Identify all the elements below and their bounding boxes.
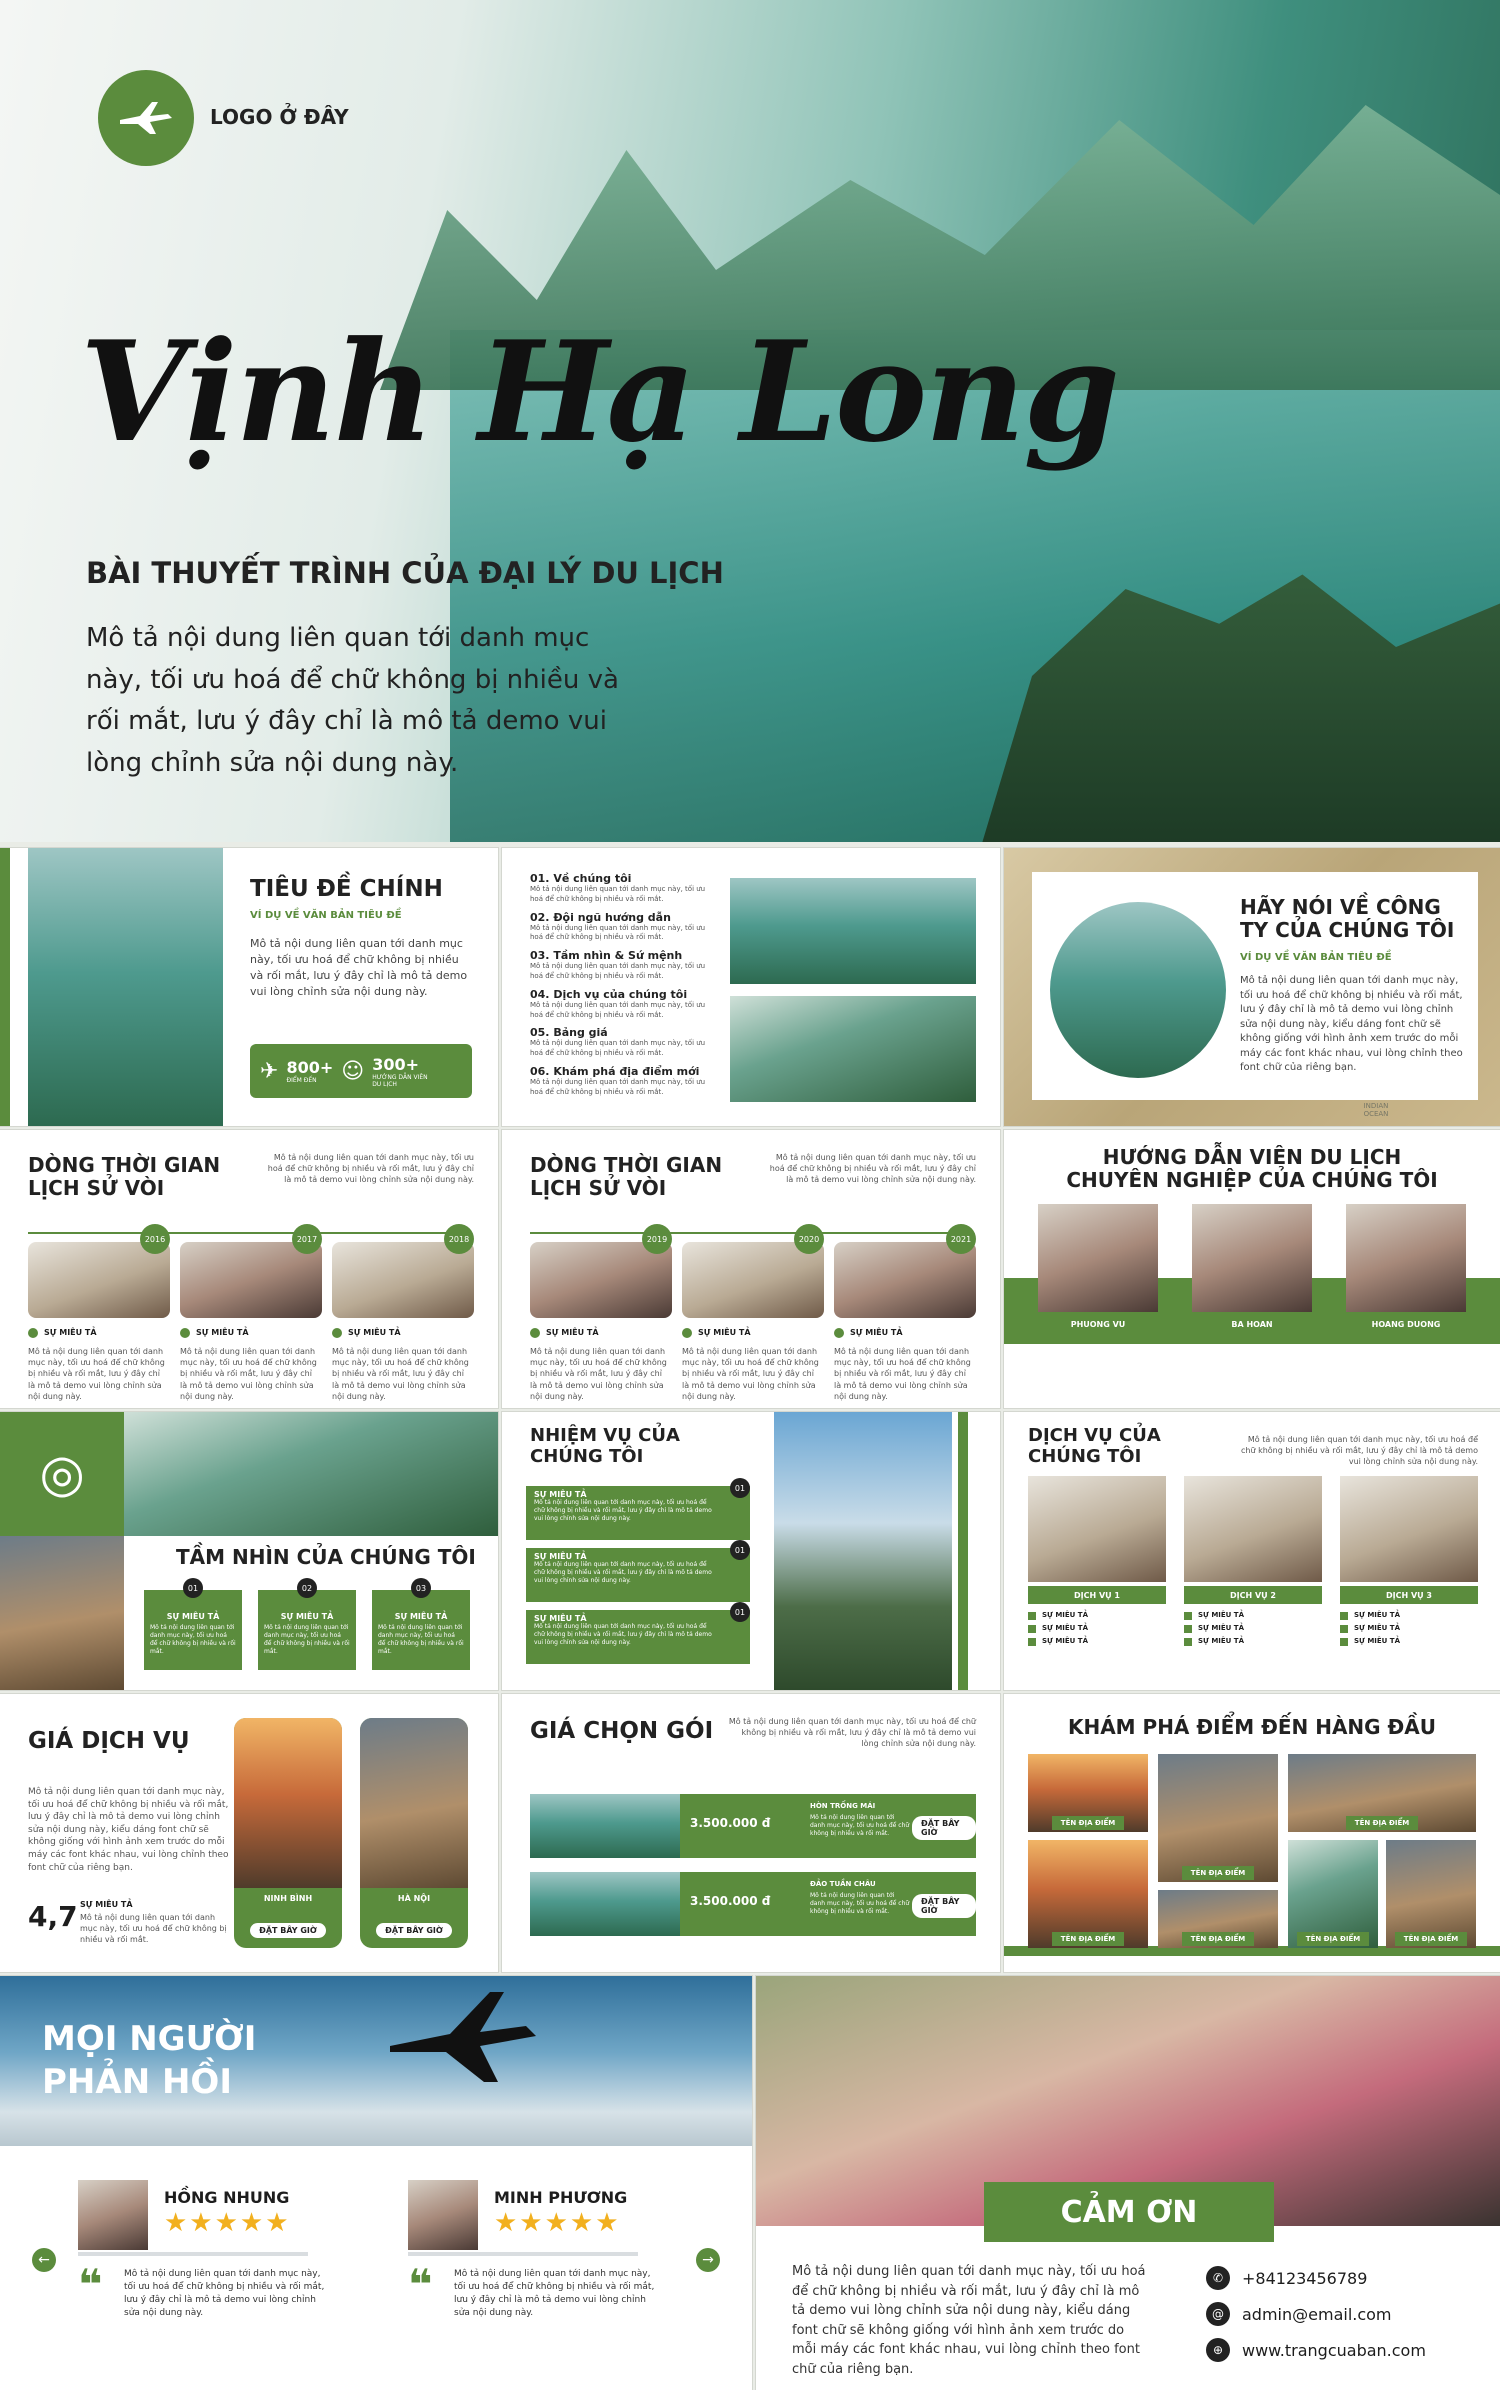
timeline-year: 2021 [946, 1224, 976, 1254]
mission-cards [526, 1478, 756, 1684]
guide-name: HOANG DUONG [1371, 1320, 1441, 1329]
stat-guides-label: HƯỚNG DẪN VIÊN DU LỊCH [372, 1073, 428, 1088]
mission-card [526, 1486, 750, 1540]
globe-icon: ✈ [260, 1058, 279, 1084]
vision-number: 03 [411, 1578, 431, 1598]
book-now-button[interactable]: ĐẶT BÂY GIỜ [250, 1923, 326, 1938]
timeline-body: Mô tả nội dung liên quan tới danh mục này, tối ưu hoá để chữ không bị nhiều và rối mắt, lưu ý đây chỉ là mô tả demo vui lòng chỉnh sửa nội dung này. [530, 1347, 667, 1401]
destination-label: TÊN ĐỊA ĐIỂM [1182, 1932, 1254, 1946]
agenda-item-desc: Mô tả nội dung liên quan tới danh mục này, tối ưu hoá để chữ không bị nhiều và rối mắt. [530, 1039, 706, 1058]
service-bullet [1340, 1612, 1348, 1620]
timeline-label: SỰ MIÊU TẢ [850, 1328, 903, 1337]
feedback-title: MỌI NGƯỜI PHẢN HỒI [42, 2019, 257, 2102]
mission-label: SỰ MIÊU TẢ [534, 1552, 587, 1561]
vision-card [372, 1590, 470, 1670]
service-bullet [1028, 1625, 1036, 1633]
guide-name: BA HOAN [1231, 1320, 1273, 1329]
intro-photo [28, 848, 223, 1126]
review-text: Mô tả nội dung liên quan tới danh mục này, tối ưu hoá để chữ không bị nhiều và rối mắt, lưu ý đây chỉ là mô tả demo vui lòng chỉnh sửa nội dung này. [124, 2269, 325, 2319]
timeline-label: SỰ MIÊU TẢ [348, 1328, 401, 1337]
destinations-grid [1028, 1754, 1478, 1956]
package-button-wrap [912, 1816, 976, 1840]
reviews-list [78, 2180, 678, 2380]
agenda-item-desc: Mô tả nội dung liên quan tới danh mục này, tối ưu hoá để chữ không bị nhiều và rối mắt. [530, 1077, 706, 1096]
vision-title: TẦM NHÌN CỦA CHÚNG TÔI [176, 1545, 476, 1569]
agenda-item-desc: Mô tả nội dung liên quan tới danh mục này, tối ưu hoá để chữ không bị nhiều và rối mắt. [530, 885, 706, 903]
timeline-body: Mô tả nội dung liên quan tới danh mục này, tối ưu hoá để chữ không bị nhiều và rối mắt, lưu ý đây chỉ là mô tả demo vui lòng chỉnh sửa nội dung này. [682, 1347, 819, 1401]
reviewer-photo [408, 2180, 478, 2250]
intro-body: Mô tả nội dung liên quan tới danh mục này, tối ưu hoá để chữ không bị nhiều và rối mắt, lưu ý đây chỉ là mô tả demo vui lòng chỉnh sửa nội dung này. [250, 937, 468, 998]
destination-label: TÊN ĐỊA ĐIỂM [1182, 1866, 1254, 1880]
agenda-item[interactable] [530, 911, 720, 944]
service-item: SỰ MIÊU TẢ [1198, 1611, 1244, 1619]
mission-body: Mô tả nội dung liên quan tới danh mục này, tối ưu hoá để chữ không bị nhiều và rối mắt, lưu ý đây chỉ là mô tả demo vui lòng chỉnh sửa nội dung này. [534, 1623, 712, 1647]
service-photo [1028, 1476, 1166, 1582]
intro-stats [250, 1044, 472, 1098]
agenda-item-label: 01. Về chúng tôi [530, 872, 632, 885]
package-price: 3.500.000 đ [690, 1894, 771, 1908]
slide-services [1004, 1412, 1500, 1690]
service-name: DỊCH VỤ 1 [1028, 1586, 1166, 1604]
timeline-2-desc: Mô tả nội dung liên quan tới danh mục này, tối ưu hoá để chữ không bị nhiều và rối mắt, lưu ý đây chỉ là mô tả demo vui lòng chỉnh sửa nội dung này. [769, 1153, 976, 1185]
timeline-year: 2017 [292, 1224, 322, 1254]
guides-title: HƯỚNG DẪN VIÊN DU LỊCH CHUYÊN NGHIỆP CỦA CHÚNG TÔI [1066, 1145, 1438, 1192]
slide-guides [1004, 1130, 1500, 1408]
package-photo [530, 1794, 680, 1858]
agenda-item[interactable] [530, 988, 720, 1021]
guide-body: Mô tả nội dung liên quan tới danh mục này, tối ưu hoá để chữ không bị nhiều và rối mắt, lưu ý đây chỉ là mô tả demo vui lòng chỉnh sửa nội dung này. [1180, 1352, 1324, 1390]
slide-price [0, 1694, 498, 1972]
price-title: GIÁ DỊCH VỤ [28, 1728, 190, 1754]
stat-destinations: 800+ [286, 1058, 334, 1077]
agenda-list [530, 872, 720, 1104]
slide-packages [502, 1694, 1000, 1972]
timeline-label: SỰ MIÊU TẢ [196, 1328, 249, 1337]
rating-stars: ★★★★★ [164, 2208, 291, 2238]
reviewer-name: MINH PHƯƠNG [494, 2188, 628, 2207]
place-name: NINH BÌNH [263, 1894, 313, 1903]
destination-label: TÊN ĐỊA ĐIỂM [1395, 1932, 1467, 1946]
mission-number: 01 [730, 1602, 750, 1622]
package-price: 3.500.000 đ [690, 1816, 771, 1830]
guide-icon: ☺ [341, 1058, 365, 1084]
timeline-photo [28, 1242, 170, 1318]
mission-photo-bridge [774, 1412, 952, 1690]
reviewer-name: HỒNG NHUNG [164, 2188, 290, 2207]
mission-number: 01 [730, 1540, 750, 1560]
slide-company [1004, 848, 1500, 1126]
timeline-body: Mô tả nội dung liên quan tới danh mục này, tối ưu hoá để chữ không bị nhiều và rối mắt, lưu ý đây chỉ là mô tả demo vui lòng chỉnh sửa nội dung này. [180, 1347, 317, 1401]
service-photo [1184, 1476, 1322, 1582]
mission-body: Mô tả nội dung liên quan tới danh mục này, tối ưu hoá để chữ không bị nhiều và rối mắt, lưu ý đây chỉ là mô tả demo vui lòng chỉnh sửa nội dung này. [534, 1561, 712, 1585]
package-name: HÒN TRỐNG MÁI [810, 1802, 876, 1810]
contact-email[interactable]: admin@email.com [1242, 2304, 1392, 2324]
agenda-item-label: 04. Dịch vụ của chúng tôi [530, 987, 688, 1001]
vision-label: SỰ MIÊU TẢ [394, 1612, 448, 1621]
destinations-title: KHÁM PHÁ ĐIỂM ĐẾN HÀNG ĐẦU [1067, 1715, 1437, 1739]
slide-feedback [0, 1976, 752, 2390]
guides-list [1026, 1204, 1478, 1404]
vision-label: SỰ MIÊU TẢ [280, 1612, 334, 1621]
place-name: HÀ NỘI [397, 1894, 431, 1903]
hero-section [0, 0, 1500, 842]
thanks-body: Mô tả nội dung liên quan tới danh mục này, tối ưu hoá để chữ không bị nhiều và rối mắt, lưu ý đây chỉ là mô tả demo vui lòng chỉnh sửa nội dung này, kiểu dáng font chữ sẽ không giống với hình ảnh xem trước do mỗi máy các font khác nhau, vui lòng chỉnh theo font chữ của riêng bạn. [792, 2264, 1146, 2377]
timeline-1-desc: Mô tả nội dung liên quan tới danh mục này, tối ưu hoá để chữ không bị nhiều và rối mắt, lưu ý đây chỉ là mô tả demo vui lòng chỉnh sửa nội dung này. [267, 1153, 474, 1185]
hero-description: Mô tả nội dung liên quan tới danh mục này, tối ưu hoá để chữ không bị nhiều và rối mắt, lưu ý đây chỉ là mô tả demo vui lòng chỉnh sửa nội dung này. [86, 623, 619, 778]
timeline-2-title: DÒNG THỜI GIAN LỊCH SỬ VÒI [530, 1153, 723, 1200]
place-button-wrap [360, 1918, 468, 1938]
vision-photo-mountain [124, 1412, 498, 1536]
slide-vision [0, 1412, 498, 1690]
service-bullet [1184, 1625, 1192, 1633]
rating-label: SỰ MIÊU TẢ [80, 1900, 133, 1909]
agenda-item[interactable] [530, 872, 720, 905]
services-title: DỊCH VỤ CỦA CHÚNG TÔI [1028, 1425, 1161, 1467]
slide-mission [502, 1412, 1000, 1690]
web-icon: ⊕ [1206, 2338, 1230, 2362]
airplane-icon [380, 1986, 540, 2086]
service-bullet [1028, 1638, 1036, 1646]
service-item: SỰ MIÊU TẢ [1042, 1611, 1088, 1619]
mission-card [526, 1548, 750, 1602]
review-divider [78, 2252, 308, 2256]
quote-icon: ❝ [78, 2260, 103, 2309]
package-desc: Mô tả nội dung liên quan tới danh mục này, tối ưu hoá để chữ không bị nhiều và rối mắt. [810, 1892, 910, 1916]
mission-body: Mô tả nội dung liên quan tới danh mục này, tối ưu hoá để chữ không bị nhiều và rối mắt, lưu ý đây chỉ là mô tả demo vui lòng chỉnh sửa nội dung này. [534, 1499, 712, 1523]
timeline-label: SỰ MIÊU TẢ [546, 1328, 599, 1337]
email-icon: @ [1206, 2302, 1230, 2326]
timeline-year: 2020 [794, 1224, 824, 1254]
price-places [234, 1718, 474, 1948]
timeline-dot [530, 1328, 540, 1338]
prev-arrow[interactable]: ← [32, 2248, 56, 2272]
vision-card [258, 1590, 356, 1670]
service-photo [1340, 1476, 1478, 1582]
packages-desc: Mô tả nội dung liên quan tới danh mục này, tối ưu hoá để chữ không bị nhiều và rối mắt, lưu ý đây chỉ là mô tả demo vui lòng chỉnh sửa nội dung này. [728, 1717, 976, 1749]
agenda-photo-1 [730, 878, 976, 984]
quote-icon: ❝ [408, 2260, 433, 2309]
plane-icon [116, 98, 176, 138]
service-item: SỰ MIÊU TẢ [1198, 1624, 1244, 1632]
service-item: SỰ MIÊU TẢ [1354, 1624, 1400, 1632]
destination-photo [1158, 1754, 1278, 1882]
timeline-2-items [530, 1224, 976, 1404]
timeline-body: Mô tả nội dung liên quan tới danh mục này, tối ưu hoá để chữ không bị nhiều và rối mắt, lưu ý đây chỉ là mô tả demo vui lòng chỉnh sửa nội dung này. [28, 1347, 165, 1401]
destination-label: TÊN ĐỊA ĐIỂM [1297, 1932, 1369, 1946]
company-title: HÃY NÓI VỀ CÔNG TY CỦA CHÚNG TÔI [1240, 895, 1455, 942]
slide-destinations [1004, 1694, 1500, 1972]
book-now-button[interactable]: ĐẶT BÂY GIỜ [912, 1816, 976, 1840]
timeline-dot [682, 1328, 692, 1338]
place-photo [360, 1718, 468, 1888]
mission-number: 01 [730, 1478, 750, 1498]
rating-stars: ★★★★★ [494, 2208, 621, 2238]
services-list [1028, 1476, 1478, 1686]
agenda-item-label: 06. Khám phá địa điểm mới [530, 1064, 700, 1078]
packages-title: GIÁ CHỌN GÓI [530, 1718, 714, 1744]
timeline-body: Mô tả nội dung liên quan tới danh mục này, tối ưu hoá để chữ không bị nhiều và rối mắt, lưu ý đây chỉ là mô tả demo vui lòng chỉnh sửa nội dung này. [332, 1347, 469, 1401]
map-label: INDIAN OCEAN [1363, 1102, 1389, 1118]
slide-timeline-2 [502, 1130, 1000, 1408]
timeline-photo [682, 1242, 824, 1318]
timeline-photo [530, 1242, 672, 1318]
agenda-item-label: 03. Tầm nhìn & Sứ mệnh [530, 949, 683, 963]
slide-agenda [502, 848, 1000, 1126]
review-text: Mô tả nội dung liên quan tới danh mục này, tối ưu hoá để chữ không bị nhiều và rối mắt, lưu ý đây chỉ là mô tả demo vui lòng chỉnh sửa nội dung này. [454, 2269, 655, 2319]
mission-label: SỰ MIÊU TẢ [534, 1614, 587, 1623]
service-name: DỊCH VỤ 2 [1184, 1586, 1322, 1604]
agenda-item[interactable] [530, 949, 720, 982]
next-arrow[interactable]: → [696, 2248, 720, 2272]
vision-icon-box [0, 1412, 124, 1536]
timeline-label: SỰ MIÊU TẢ [698, 1328, 751, 1337]
timeline-photo [834, 1242, 976, 1318]
timeline-year: 2019 [642, 1224, 672, 1254]
reviewer-photo [78, 2180, 148, 2250]
guide-body: Mô tả nội dung liên quan tới danh mục này, tối ưu hoá để chữ không bị nhiều và rối mắt, lưu ý đây chỉ là mô tả demo vui lòng chỉnh sửa nội dung này. [1334, 1352, 1478, 1390]
slide-timeline-1 [0, 1130, 498, 1408]
place-card [360, 1718, 468, 1948]
stat-destinations-label: ĐIỂM ĐẾN [286, 1077, 317, 1084]
rating-value: 4,7 [28, 1900, 78, 1933]
agenda-item-desc: Mô tả nội dung liên quan tới danh mục này, tối ưu hoá để chữ không bị nhiều và rối mắt. [530, 962, 706, 980]
timeline-dot [180, 1328, 190, 1338]
timeline-year: 2016 [140, 1224, 170, 1254]
packages-list [530, 1794, 976, 1964]
package-button-wrap [912, 1894, 976, 1918]
agenda-item-label: 05. Bảng giá [530, 1026, 608, 1040]
slide-thanks [756, 1976, 1500, 2390]
intro-title: TIÊU ĐỀ CHÍNH [250, 876, 443, 902]
service-name: DỊCH VỤ 3 [1340, 1586, 1478, 1604]
target-checklist-icon: ◎ [39, 1444, 85, 1504]
service-item: SỰ MIÊU TẢ [1042, 1637, 1088, 1645]
package-name: ĐẢO TUẦN CHÂU [810, 1880, 876, 1888]
vision-card [144, 1590, 242, 1670]
service-item: SỰ MIÊU TẢ [1042, 1624, 1088, 1632]
rating-body: Mô tả nội dung liên quan tới danh mục này, tối ưu hoá để chữ không bị nhiều và rối mắt. [80, 1913, 227, 1945]
vision-cards [144, 1578, 474, 1684]
intro-subtitle: VÍ DỤ VỀ VĂN BẢN TIÊU ĐỀ [250, 910, 402, 921]
timeline-1-items [28, 1224, 474, 1404]
place-card [234, 1718, 342, 1948]
guide-photo [1192, 1204, 1312, 1312]
vision-number: 02 [297, 1578, 317, 1598]
destination-label: TÊN ĐỊA ĐIỂM [1346, 1816, 1418, 1830]
book-now-button[interactable]: ĐẶT BÂY GIỜ [376, 1923, 452, 1938]
guide-body: Mô tả nội dung liên quan tới danh mục này, tối ưu hoá để chữ không bị nhiều và rối mắt, lưu ý đây chỉ là mô tả demo vui lòng chỉnh sửa nội dung này. [1026, 1352, 1170, 1390]
timeline-photo [180, 1242, 322, 1318]
vision-photo-tower [0, 1536, 124, 1690]
service-item: SỰ MIÊU TẢ [1198, 1637, 1244, 1645]
guide-photo [1038, 1204, 1158, 1312]
services-desc: Mô tả nội dung liên quan tới danh mục này, tối ưu hoá để chữ không bị nhiều và rối mắt, lưu ý đây chỉ là mô tả demo vui lòng chỉnh sửa nội dung này. [1240, 1435, 1478, 1467]
slide-intro [0, 848, 498, 1126]
place-button-wrap [234, 1918, 342, 1938]
stat-guides: 300+ [372, 1054, 419, 1074]
service-bullet [1184, 1638, 1192, 1646]
company-photo [1050, 902, 1226, 1078]
service-bullet [1184, 1612, 1192, 1620]
company-body: Mô tả nội dung liên quan tới danh mục này, tối ưu hoá để chữ không bị nhiều và rối mắt, lưu ý đây chỉ là mô tả demo vui lòng chỉnh sửa nội dung này, kiểu dáng font chữ sẽ không giống với hình ảnh xem trước do mỗi máy các font khác nhau, vui lòng chỉnh theo font chữ của riêng bạn. [1240, 975, 1463, 1073]
phone-icon: ✆ [1206, 2266, 1230, 2290]
vision-label: SỰ MIÊU TẢ [166, 1612, 220, 1621]
agenda-item[interactable] [530, 1026, 720, 1059]
package-bar [680, 1872, 976, 1936]
timeline-dot [332, 1328, 342, 1338]
agenda-item-label: 02. Đội ngũ hướng dẫn [530, 910, 671, 924]
package-desc: Mô tả nội dung liên quan tới danh mục này, tối ưu hoá để chữ không bị nhiều và rối mắt. [810, 1814, 910, 1838]
logo-mark [98, 70, 194, 166]
contact-web[interactable]: www.trangcuaban.com [1242, 2340, 1426, 2360]
destination-label: TÊN ĐỊA ĐIỂM [1052, 1816, 1124, 1830]
vision-number: 01 [183, 1578, 203, 1598]
vision-body: Mô tả nội dung liên quan tới danh mục này, tối ưu hoá để chữ không bị nhiều và rối mắt. [378, 1624, 464, 1656]
timeline-1-title: DÒNG THỜI GIAN LỊCH SỬ VÒI [28, 1153, 221, 1200]
service-bullet [1340, 1638, 1348, 1646]
agenda-item-desc: Mô tả nội dung liên quan tới danh mục này, tối ưu hoá để chữ không bị nhiều và rối mắt. [530, 923, 706, 942]
logo-text: LOGO Ở ĐÂY [210, 105, 349, 129]
vision-body: Mô tả nội dung liên quan tới danh mục này, tối ưu hoá để chữ không bị nhiều và rối mắt. [264, 1624, 350, 1656]
price-body: Mô tả nội dung liên quan tới danh mục này, tối ưu hoá để chữ không bị nhiều và rối mắt, lưu ý đây chỉ là mô tả demo vui lòng chỉnh sửa nội dung này, kiểu dáng font chữ sẽ không giống với hình ảnh xem trước do mỗi máy các font khác nhau, vui lòng chỉnh theo font chữ của riêng bạn. [28, 1787, 229, 1873]
hero-subtitle: BÀI THUYẾT TRÌNH CỦA ĐẠI LÝ DU LỊCH [86, 556, 724, 590]
service-bullet [1340, 1625, 1348, 1633]
agenda-item-desc: Mô tả nội dung liên quan tới danh mục này, tối ưu hoá để chữ không bị nhiều và rối mắt. [530, 1000, 706, 1019]
timeline-label: SỰ MIÊU TẢ [44, 1328, 97, 1337]
mission-card [526, 1610, 750, 1664]
guide-name: PHUONG VU [1070, 1320, 1126, 1329]
agenda-photo-2 [730, 996, 976, 1102]
package-bar [680, 1794, 976, 1858]
package-photo [530, 1872, 680, 1936]
company-subtitle: VÍ DỤ VỀ VĂN BẢN TIÊU ĐỀ [1240, 952, 1392, 963]
contact-list [1206, 2266, 1486, 2362]
timeline-dot [834, 1328, 844, 1338]
review-divider [408, 2252, 638, 2256]
place-photo [234, 1718, 342, 1888]
timeline-photo [332, 1242, 474, 1318]
service-item: SỰ MIÊU TẢ [1354, 1611, 1400, 1619]
guide-photo [1346, 1204, 1466, 1312]
timeline-dot [28, 1328, 38, 1338]
contact-phone[interactable]: +84123456789 [1242, 2268, 1368, 2288]
mission-title: NHIỆM VỤ CỦA CHÚNG TÔI [530, 1425, 680, 1467]
timeline-year: 2018 [444, 1224, 474, 1254]
service-item: SỰ MIÊU TẢ [1354, 1637, 1400, 1645]
mission-label: SỰ MIÊU TẢ [534, 1490, 587, 1499]
hero-title: Vịnh Hạ Long [80, 310, 1118, 473]
destination-label: TÊN ĐỊA ĐIỂM [1052, 1932, 1124, 1946]
timeline-body: Mô tả nội dung liên quan tới danh mục này, tối ưu hoá để chữ không bị nhiều và rối mắt, lưu ý đây chỉ là mô tả demo vui lòng chỉnh sửa nội dung này. [834, 1347, 971, 1401]
service-bullet [1028, 1612, 1036, 1620]
book-now-button[interactable]: ĐẶT BÂY GIỜ [912, 1894, 976, 1918]
thanks-banner: CẢM ƠN [984, 2182, 1274, 2242]
vision-body: Mô tả nội dung liên quan tới danh mục này, tối ưu hoá để chữ không bị nhiều và rối mắt. [150, 1624, 236, 1656]
agenda-item[interactable] [530, 1065, 720, 1098]
